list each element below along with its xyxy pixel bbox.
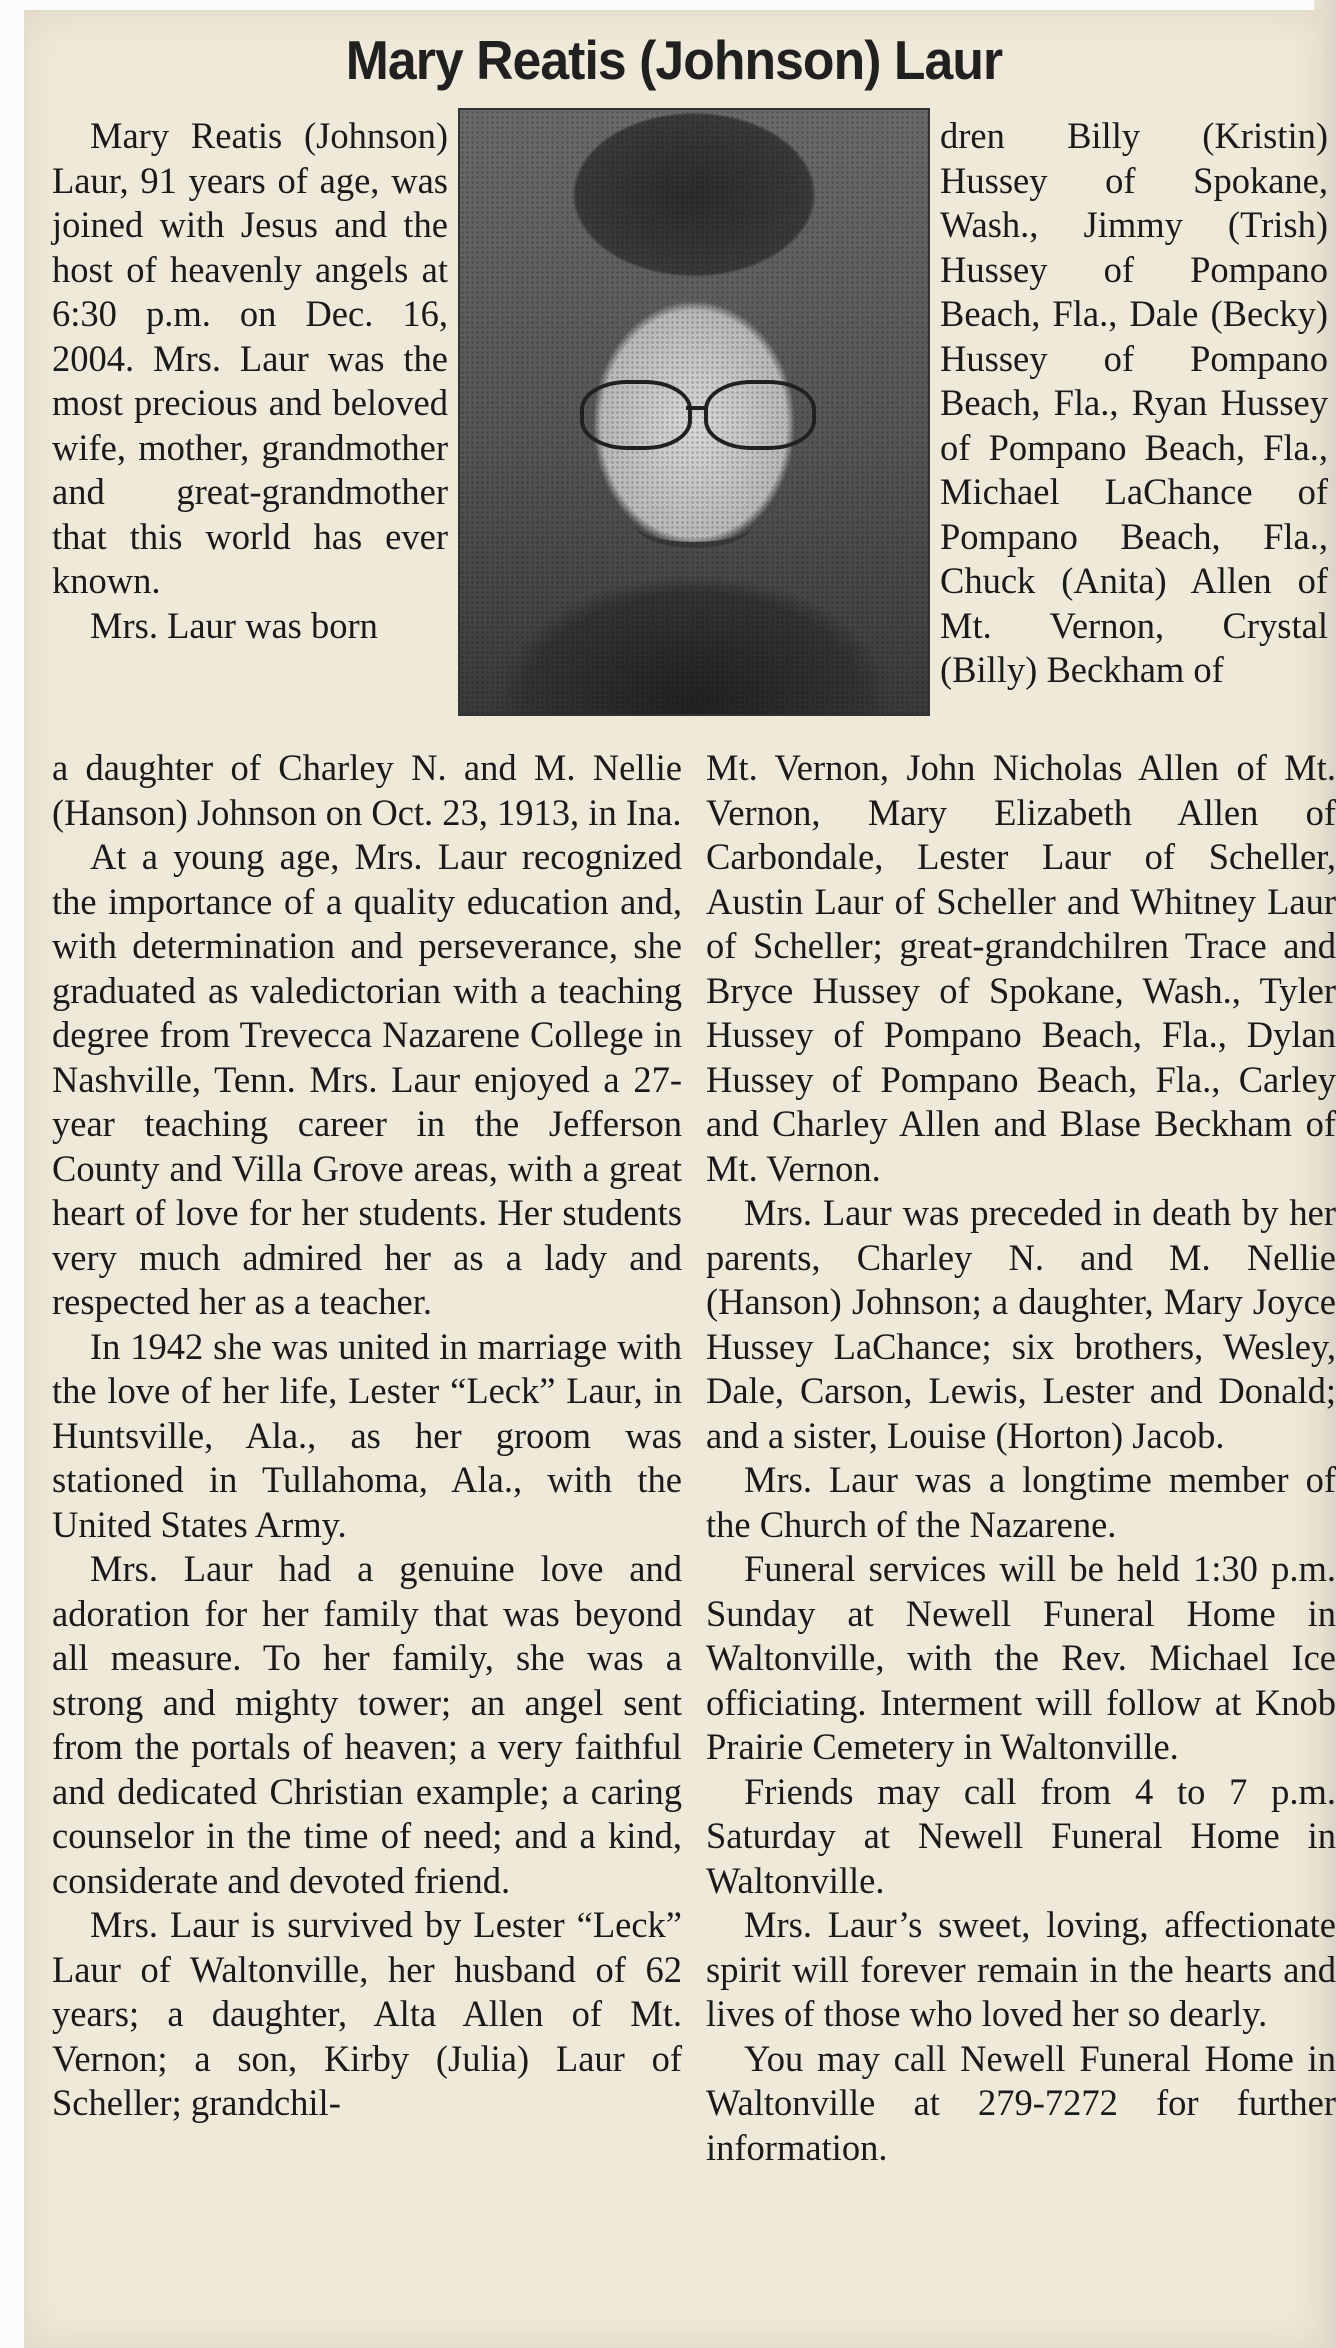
paragraph: Mrs. Laur is survived by Lester “Leck” Laur of Waltonville, her husband of 62 years; a daughter, Alta Allen of Mt. Vernon; a son, Kirby (Julia) Laur of Scheller; grandchil- <box>52 1904 682 2123</box>
paragraph: Mrs. Laur was preceded in death by her parents, Charley N. and M. Nellie (Hanson) Johnson; a daughter, Mary Joyce Hussey LaChance; six brothers, Wesley, Dale, Carson, Lewis, Lester and Donald; and a sister, Louise (Horton) Jacob. <box>706 1192 1336 1456</box>
paragraph: At a young age, Mrs. Laur recognized the importance of a quality education and, with determination and perseverance, she graduated as valedictorian with a teaching degree from Trevecca Nazarene College in Nashville, Tenn. Mrs. Laur enjoyed a 27-year teaching career in the Jefferson County and Villa Grove areas, with a great heart of love for her students. Her students very much admired her as a lady and respected her as a teacher. <box>52 836 682 1322</box>
left-column-top <box>52 114 448 648</box>
paragraph: You may call Newell Funeral Home in Waltonville at 279-7272 for further information. <box>706 2037 1336 2168</box>
paragraph: Mrs. Laur’s sweet, loving, affectionate spirit will forever remain in the hearts and lives of those who loved her so dearly. <box>706 1904 1336 2034</box>
paragraph: Friends may call from 4 to 7 p.m. Saturday at Newell Funeral Home in Waltonville. <box>706 1770 1336 1901</box>
paragraph: Mrs. Laur was born <box>90 604 378 646</box>
paragraph: Mrs. Laur was a longtime member of the Church of the Nazarene. <box>706 1459 1336 1545</box>
paragraph: dren Billy (Kristin) Hussey of Spokane, Wash., Jimmy (Trish) Hussey of Pompano Beach, Fla., Dale (Becky) Hussey of Pompano Beach, Fla., Ryan Hussey of Pompano Beach, Fla., Michael LaChance of Pompano Beach, Fla., Chuck (Anita) Allen of Mt. Vernon, Crystal (Billy) Beckham of <box>940 115 1328 690</box>
paragraph: Mrs. Laur had a genuine love and adoration for her family that was beyond all measure. To her family, she was a strong and mighty tower; an angel sent from the portals of heaven; a very faithful and dedicated Christian example; a caring counselor in the time of need; and a kind, considerate and devoted friend. <box>52 1548 682 1901</box>
portrait-photo-icon <box>458 108 930 716</box>
paragraph: In 1942 she was united in marriage with the love of her life, Lester “Leck” Laur, in Huntsville, Ala., as her groom was stationed in Tullahoma, Ala., with the United States Army. <box>52 1325 682 1545</box>
obituary-clipping <box>24 10 1336 2348</box>
paragraph: a daughter of Charley N. and M. Nellie (Hanson) Johnson on Oct. 23, 1913, in Ina. <box>52 747 682 833</box>
paragraph: Mary Reatis (Johnson) Laur, 91 years of age, was joined with Jesus and the host of heavenly angels at 6:30 p.m. on Dec. 16, 2004. Mrs. Laur was the most precious and beloved wife, mother, grandmother and great-grandmother that this world has ever known. <box>52 115 448 601</box>
paragraph: Mt. Vernon, John Nicholas Allen of Mt. Vernon, Mary Elizabeth Allen of Carbondale, Lester Laur of Scheller, Austin Laur of Scheller and Whitney Laur of Scheller; great-grandchilren Trace and Bryce Hussey of Spokane, Wash., Tyler Hussey of Pompano Beach, Fla., Dylan Hussey of Pompano Beach, Fla., Carley and Charley Allen and Blase Beckham of Mt. Vernon. <box>706 747 1336 1189</box>
left-column <box>52 746 682 2126</box>
right-column <box>706 746 1336 2170</box>
obituary-title: Mary Reatis (Johnson) Laur <box>345 29 1003 91</box>
right-column-top <box>940 114 1328 693</box>
paragraph: Funeral services will be held 1:30 p.m. Sunday at Newell Funeral Home in Waltonville, with the Rev. Michael Ice officiating. Interment will follow at Knob Prairie Cemetery in Waltonville. <box>706 1548 1336 1767</box>
